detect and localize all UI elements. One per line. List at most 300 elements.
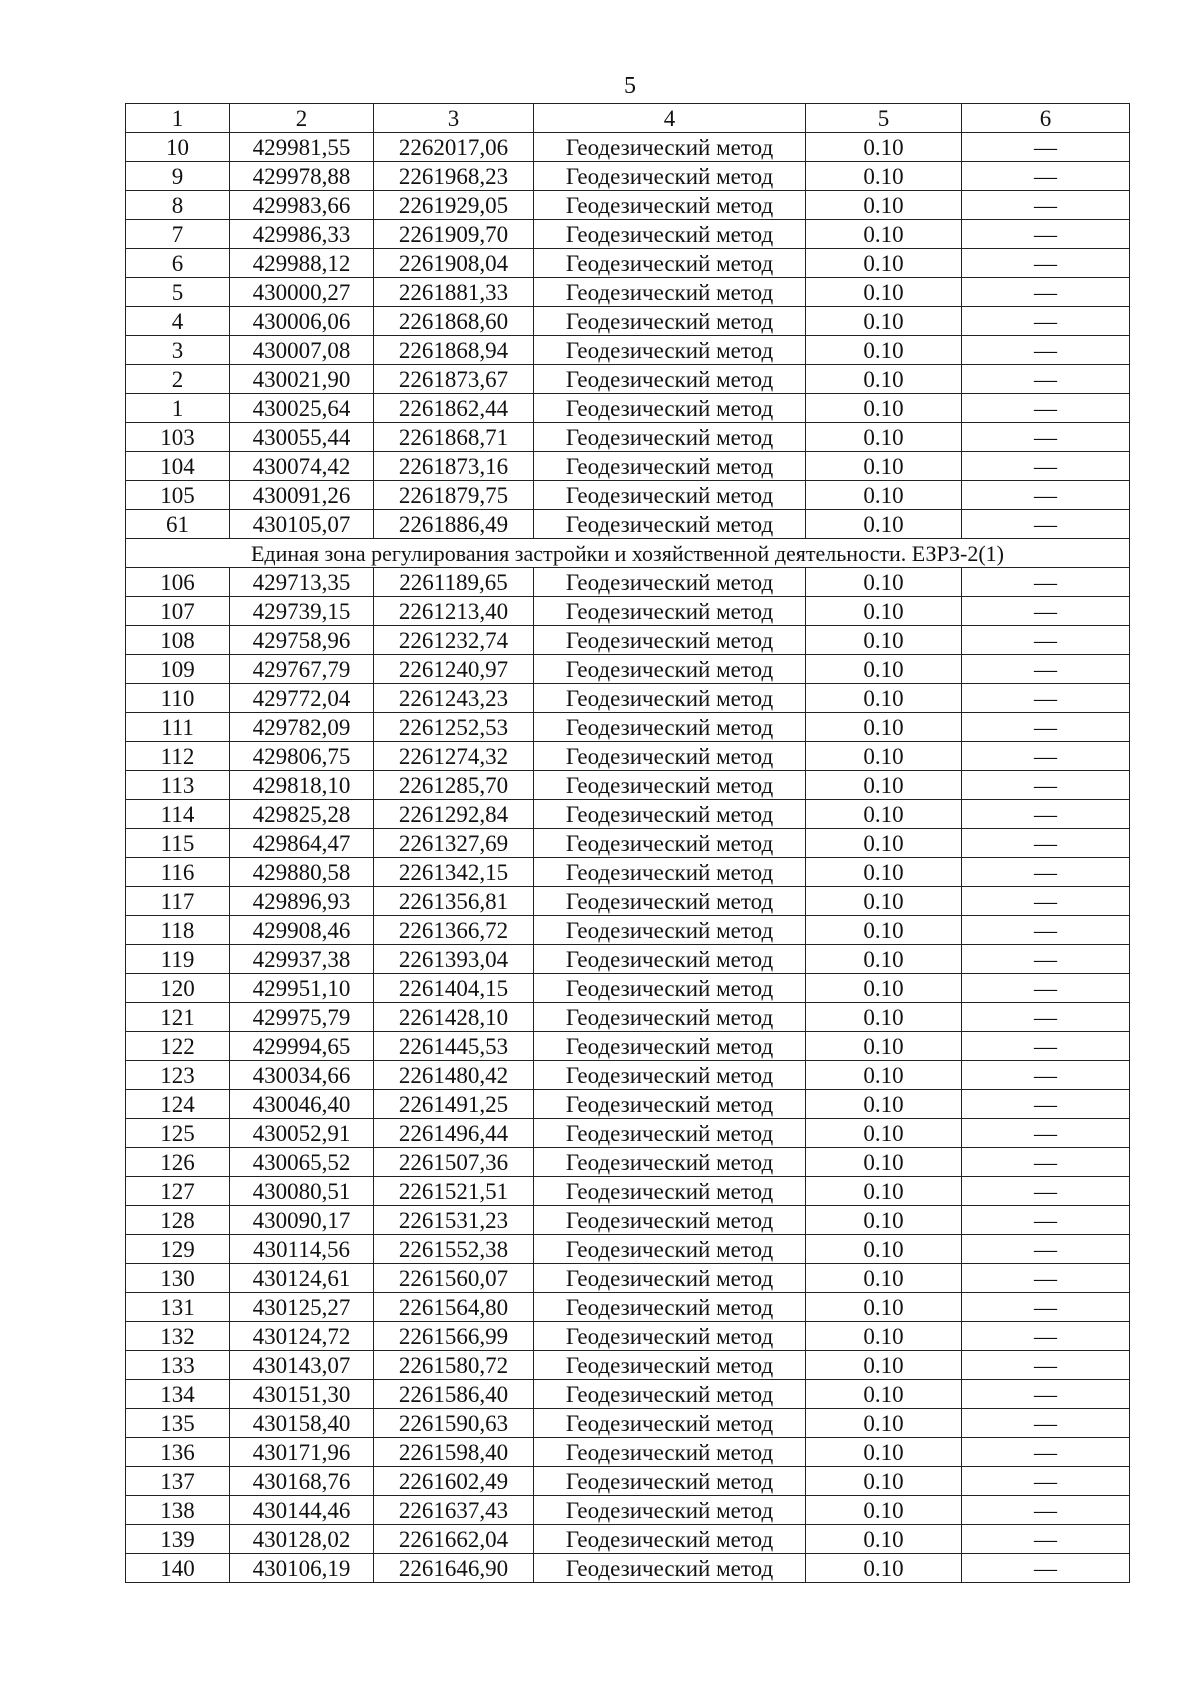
accuracy-cell: 0.10 <box>806 1264 962 1293</box>
table-row <box>126 742 1130 771</box>
y-coordinate-cell: 2261531,23 <box>374 1206 534 1235</box>
table-row <box>126 1322 1130 1351</box>
zone-heading: Единая зона регулирования застройки и хозяйственной деятельности. ЕЗРЗ-2(1) <box>126 539 1130 568</box>
point-number-cell: 115 <box>126 829 230 858</box>
accuracy-cell: 0.10 <box>806 162 962 191</box>
accuracy-cell: 0.10 <box>806 1235 962 1264</box>
method-cell: Геодезический метод <box>534 423 806 452</box>
method-cell: Геодезический метод <box>534 336 806 365</box>
y-coordinate-cell: 2261240,97 <box>374 655 534 684</box>
x-coordinate-cell: 429988,12 <box>230 249 374 278</box>
x-coordinate-cell: 429975,79 <box>230 1003 374 1032</box>
table-row <box>126 162 1130 191</box>
y-coordinate-cell: 2261637,43 <box>374 1496 534 1525</box>
y-coordinate-cell: 2261232,74 <box>374 626 534 655</box>
note-cell: — <box>962 684 1130 713</box>
y-coordinate-cell: 2261602,49 <box>374 1467 534 1496</box>
note-cell: — <box>962 307 1130 336</box>
note-cell: — <box>962 510 1130 539</box>
note-cell: — <box>962 365 1130 394</box>
note-cell: — <box>962 568 1130 597</box>
method-cell: Геодезический метод <box>534 800 806 829</box>
method-cell: Геодезический метод <box>534 1061 806 1090</box>
note-cell: — <box>962 829 1130 858</box>
y-coordinate-cell: 2261356,81 <box>374 887 534 916</box>
note-cell: — <box>962 1003 1130 1032</box>
note-cell: — <box>962 336 1130 365</box>
x-coordinate-cell: 430106,19 <box>230 1554 374 1583</box>
table-body <box>126 104 1130 1583</box>
x-coordinate-cell: 429782,09 <box>230 713 374 742</box>
point-number-cell: 112 <box>126 742 230 771</box>
accuracy-cell: 0.10 <box>806 278 962 307</box>
y-coordinate-cell: 2261586,40 <box>374 1380 534 1409</box>
x-coordinate-cell: 430125,27 <box>230 1293 374 1322</box>
note-cell: — <box>962 626 1130 655</box>
method-cell: Геодезический метод <box>534 771 806 800</box>
accuracy-cell: 0.10 <box>806 452 962 481</box>
method-cell: Геодезический метод <box>534 1148 806 1177</box>
accuracy-cell: 0.10 <box>806 655 962 684</box>
x-coordinate-cell: 430158,40 <box>230 1409 374 1438</box>
table-row <box>126 1090 1130 1119</box>
table-row <box>126 829 1130 858</box>
y-coordinate-cell: 2261428,10 <box>374 1003 534 1032</box>
x-coordinate-cell: 430124,72 <box>230 1322 374 1351</box>
y-coordinate-cell: 2261968,23 <box>374 162 534 191</box>
point-number-cell: 133 <box>126 1351 230 1380</box>
point-number-cell: 111 <box>126 713 230 742</box>
table-row <box>126 1467 1130 1496</box>
y-coordinate-cell: 2261879,75 <box>374 481 534 510</box>
method-cell: Геодезический метод <box>534 1409 806 1438</box>
x-coordinate-cell: 430025,64 <box>230 394 374 423</box>
point-number-cell: 127 <box>126 1177 230 1206</box>
point-number-cell: 103 <box>126 423 230 452</box>
point-number-cell: 108 <box>126 626 230 655</box>
method-cell: Геодезический метод <box>534 365 806 394</box>
y-coordinate-cell: 2261909,70 <box>374 220 534 249</box>
accuracy-cell: 0.10 <box>806 133 962 162</box>
y-coordinate-cell: 2261491,25 <box>374 1090 534 1119</box>
method-cell: Геодезический метод <box>534 220 806 249</box>
y-coordinate-cell: 2261404,15 <box>374 974 534 1003</box>
point-number-cell: 109 <box>126 655 230 684</box>
method-cell: Геодезический метод <box>534 278 806 307</box>
table-row <box>126 307 1130 336</box>
note-cell: — <box>962 1206 1130 1235</box>
point-number-cell: 123 <box>126 1061 230 1090</box>
point-number-cell: 122 <box>126 1032 230 1061</box>
x-coordinate-cell: 430143,07 <box>230 1351 374 1380</box>
x-coordinate-cell: 430055,44 <box>230 423 374 452</box>
table-row <box>126 1293 1130 1322</box>
y-coordinate-cell: 2261590,63 <box>374 1409 534 1438</box>
method-cell: Геодезический метод <box>534 1264 806 1293</box>
table-row <box>126 858 1130 887</box>
y-coordinate-cell: 2261393,04 <box>374 945 534 974</box>
header-cell-2: 2 <box>230 104 374 133</box>
table-row <box>126 945 1130 974</box>
method-cell: Геодезический метод <box>534 1525 806 1554</box>
accuracy-cell: 0.10 <box>806 1496 962 1525</box>
method-cell: Геодезический метод <box>534 1467 806 1496</box>
y-coordinate-cell: 2261564,80 <box>374 1293 534 1322</box>
table-row <box>126 1148 1130 1177</box>
method-cell: Геодезический метод <box>534 162 806 191</box>
x-coordinate-cell: 429772,04 <box>230 684 374 713</box>
y-coordinate-cell: 2261580,72 <box>374 1351 534 1380</box>
point-number-cell: 136 <box>126 1438 230 1467</box>
x-coordinate-cell: 430114,56 <box>230 1235 374 1264</box>
x-coordinate-cell: 429864,47 <box>230 829 374 858</box>
accuracy-cell: 0.10 <box>806 220 962 249</box>
point-number-cell: 9 <box>126 162 230 191</box>
method-cell: Геодезический метод <box>534 1119 806 1148</box>
method-cell: Геодезический метод <box>534 1554 806 1583</box>
accuracy-cell: 0.10 <box>806 684 962 713</box>
method-cell: Геодезический метод <box>534 945 806 974</box>
accuracy-cell: 0.10 <box>806 394 962 423</box>
table-row <box>126 1206 1130 1235</box>
accuracy-cell: 0.10 <box>806 1177 962 1206</box>
note-cell: — <box>962 220 1130 249</box>
accuracy-cell: 0.10 <box>806 249 962 278</box>
method-cell: Геодезический метод <box>534 1032 806 1061</box>
x-coordinate-cell: 429806,75 <box>230 742 374 771</box>
y-coordinate-cell: 2261566,99 <box>374 1322 534 1351</box>
note-cell: — <box>962 1496 1130 1525</box>
y-coordinate-cell: 2261292,84 <box>374 800 534 829</box>
point-number-cell: 61 <box>126 510 230 539</box>
y-coordinate-cell: 2261552,38 <box>374 1235 534 1264</box>
table-row <box>126 916 1130 945</box>
accuracy-cell: 0.10 <box>806 1554 962 1583</box>
y-coordinate-cell: 2261285,70 <box>374 771 534 800</box>
accuracy-cell: 0.10 <box>806 1322 962 1351</box>
method-cell: Геодезический метод <box>534 133 806 162</box>
table-row <box>126 365 1130 394</box>
method-cell: Геодезический метод <box>534 1235 806 1264</box>
method-cell: Геодезический метод <box>534 452 806 481</box>
x-coordinate-cell: 430000,27 <box>230 278 374 307</box>
y-coordinate-cell: 2261274,32 <box>374 742 534 771</box>
table-row <box>126 1003 1130 1032</box>
table-row <box>126 974 1130 1003</box>
accuracy-cell: 0.10 <box>806 1061 962 1090</box>
method-cell: Геодезический метод <box>534 858 806 887</box>
method-cell: Геодезический метод <box>534 1293 806 1322</box>
note-cell: — <box>962 481 1130 510</box>
x-coordinate-cell: 430091,26 <box>230 481 374 510</box>
y-coordinate-cell: 2261862,44 <box>374 394 534 423</box>
header-cell-4: 4 <box>534 104 806 133</box>
table-row <box>126 626 1130 655</box>
accuracy-cell: 0.10 <box>806 974 962 1003</box>
method-cell: Геодезический метод <box>534 1351 806 1380</box>
note-cell: — <box>962 191 1130 220</box>
x-coordinate-cell: 430144,46 <box>230 1496 374 1525</box>
note-cell: — <box>962 1177 1130 1206</box>
accuracy-cell: 0.10 <box>806 1525 962 1554</box>
table-row <box>126 278 1130 307</box>
point-number-cell: 117 <box>126 887 230 916</box>
y-coordinate-cell: 2261480,42 <box>374 1061 534 1090</box>
point-number-cell: 125 <box>126 1119 230 1148</box>
x-coordinate-cell: 430007,08 <box>230 336 374 365</box>
table-row <box>126 481 1130 510</box>
table-row <box>126 1061 1130 1090</box>
x-coordinate-cell: 430105,07 <box>230 510 374 539</box>
x-coordinate-cell: 429758,96 <box>230 626 374 655</box>
accuracy-cell: 0.10 <box>806 800 962 829</box>
method-cell: Геодезический метод <box>534 249 806 278</box>
method-cell: Геодезический метод <box>534 713 806 742</box>
method-cell: Геодезический метод <box>534 684 806 713</box>
point-number-cell: 132 <box>126 1322 230 1351</box>
table-row <box>126 1409 1130 1438</box>
method-cell: Геодезический метод <box>534 307 806 336</box>
accuracy-cell: 0.10 <box>806 1119 962 1148</box>
x-coordinate-cell: 430052,91 <box>230 1119 374 1148</box>
note-cell: — <box>962 452 1130 481</box>
header-row <box>126 104 1130 133</box>
point-number-cell: 124 <box>126 1090 230 1119</box>
point-number-cell: 118 <box>126 916 230 945</box>
method-cell: Геодезический метод <box>534 1380 806 1409</box>
point-number-cell: 131 <box>126 1293 230 1322</box>
x-coordinate-cell: 429951,10 <box>230 974 374 1003</box>
y-coordinate-cell: 2261327,69 <box>374 829 534 858</box>
table-row <box>126 1496 1130 1525</box>
x-coordinate-cell: 430046,40 <box>230 1090 374 1119</box>
x-coordinate-cell: 429767,79 <box>230 655 374 684</box>
method-cell: Геодезический метод <box>534 597 806 626</box>
table-row <box>126 568 1130 597</box>
accuracy-cell: 0.10 <box>806 916 962 945</box>
y-coordinate-cell: 2261662,04 <box>374 1525 534 1554</box>
table-row <box>126 510 1130 539</box>
point-number-cell: 140 <box>126 1554 230 1583</box>
table-row <box>126 713 1130 742</box>
method-cell: Геодезический метод <box>534 1003 806 1032</box>
table-row <box>126 1177 1130 1206</box>
y-coordinate-cell: 2261598,40 <box>374 1438 534 1467</box>
note-cell: — <box>962 597 1130 626</box>
point-number-cell: 126 <box>126 1148 230 1177</box>
y-coordinate-cell: 2261521,51 <box>374 1177 534 1206</box>
note-cell: — <box>962 1235 1130 1264</box>
y-coordinate-cell: 2261213,40 <box>374 597 534 626</box>
x-coordinate-cell: 430021,90 <box>230 365 374 394</box>
table-row <box>126 1264 1130 1293</box>
table-row <box>126 1351 1130 1380</box>
note-cell: — <box>962 1264 1130 1293</box>
table-row <box>126 133 1130 162</box>
note-cell: — <box>962 1119 1130 1148</box>
accuracy-cell: 0.10 <box>806 713 962 742</box>
note-cell: — <box>962 945 1130 974</box>
point-number-cell: 114 <box>126 800 230 829</box>
table-row <box>126 394 1130 423</box>
x-coordinate-cell: 429896,93 <box>230 887 374 916</box>
zone-heading-row <box>126 539 1130 568</box>
point-number-cell: 106 <box>126 568 230 597</box>
accuracy-cell: 0.10 <box>806 1409 962 1438</box>
accuracy-cell: 0.10 <box>806 1438 962 1467</box>
note-cell: — <box>962 1380 1130 1409</box>
y-coordinate-cell: 2261886,49 <box>374 510 534 539</box>
method-cell: Геодезический метод <box>534 1496 806 1525</box>
point-number-cell: 1 <box>126 394 230 423</box>
note-cell: — <box>962 1554 1130 1583</box>
point-number-cell: 138 <box>126 1496 230 1525</box>
point-number-cell: 113 <box>126 771 230 800</box>
method-cell: Геодезический метод <box>534 1322 806 1351</box>
accuracy-cell: 0.10 <box>806 365 962 394</box>
x-coordinate-cell: 429713,35 <box>230 568 374 597</box>
point-number-cell: 5 <box>126 278 230 307</box>
y-coordinate-cell: 2261646,90 <box>374 1554 534 1583</box>
method-cell: Геодезический метод <box>534 916 806 945</box>
method-cell: Геодезический метод <box>534 742 806 771</box>
point-number-cell: 135 <box>126 1409 230 1438</box>
y-coordinate-cell: 2261252,53 <box>374 713 534 742</box>
table-row <box>126 423 1130 452</box>
table-row <box>126 191 1130 220</box>
note-cell: — <box>962 742 1130 771</box>
point-number-cell: 119 <box>126 945 230 974</box>
table-row <box>126 1554 1130 1583</box>
accuracy-cell: 0.10 <box>806 423 962 452</box>
accuracy-cell: 0.10 <box>806 336 962 365</box>
x-coordinate-cell: 429818,10 <box>230 771 374 800</box>
note-cell: — <box>962 1525 1130 1554</box>
point-number-cell: 120 <box>126 974 230 1003</box>
point-number-cell: 129 <box>126 1235 230 1264</box>
x-coordinate-cell: 430171,96 <box>230 1438 374 1467</box>
y-coordinate-cell: 2262017,06 <box>374 133 534 162</box>
x-coordinate-cell: 429994,65 <box>230 1032 374 1061</box>
note-cell: — <box>962 249 1130 278</box>
x-coordinate-cell: 429983,66 <box>230 191 374 220</box>
point-number-cell: 8 <box>126 191 230 220</box>
header-cell-6: 6 <box>962 104 1130 133</box>
x-coordinate-cell: 429880,58 <box>230 858 374 887</box>
note-cell: — <box>962 974 1130 1003</box>
x-coordinate-cell: 429978,88 <box>230 162 374 191</box>
x-coordinate-cell: 430006,06 <box>230 307 374 336</box>
note-cell: — <box>962 771 1130 800</box>
y-coordinate-cell: 2261908,04 <box>374 249 534 278</box>
accuracy-cell: 0.10 <box>806 1032 962 1061</box>
point-number-cell: 7 <box>126 220 230 249</box>
note-cell: — <box>962 1438 1130 1467</box>
table-row <box>126 800 1130 829</box>
x-coordinate-cell: 430080,51 <box>230 1177 374 1206</box>
note-cell: — <box>962 1322 1130 1351</box>
method-cell: Геодезический метод <box>534 887 806 916</box>
y-coordinate-cell: 2261366,72 <box>374 916 534 945</box>
note-cell: — <box>962 1148 1130 1177</box>
y-coordinate-cell: 2261881,33 <box>374 278 534 307</box>
method-cell: Геодезический метод <box>534 1206 806 1235</box>
note-cell: — <box>962 858 1130 887</box>
table-row <box>126 1525 1130 1554</box>
note-cell: — <box>962 133 1130 162</box>
accuracy-cell: 0.10 <box>806 771 962 800</box>
y-coordinate-cell: 2261507,36 <box>374 1148 534 1177</box>
table-row <box>126 220 1130 249</box>
table-row <box>126 1235 1130 1264</box>
table-row <box>126 249 1130 278</box>
point-number-cell: 130 <box>126 1264 230 1293</box>
y-coordinate-cell: 2261560,07 <box>374 1264 534 1293</box>
note-cell: — <box>962 887 1130 916</box>
accuracy-cell: 0.10 <box>806 858 962 887</box>
table-row <box>126 1032 1130 1061</box>
x-coordinate-cell: 429739,15 <box>230 597 374 626</box>
point-number-cell: 139 <box>126 1525 230 1554</box>
x-coordinate-cell: 430151,30 <box>230 1380 374 1409</box>
method-cell: Геодезический метод <box>534 191 806 220</box>
accuracy-cell: 0.10 <box>806 829 962 858</box>
accuracy-cell: 0.10 <box>806 1148 962 1177</box>
x-coordinate-cell: 430034,66 <box>230 1061 374 1090</box>
point-number-cell: 104 <box>126 452 230 481</box>
point-number-cell: 134 <box>126 1380 230 1409</box>
x-coordinate-cell: 429981,55 <box>230 133 374 162</box>
table-row <box>126 336 1130 365</box>
x-coordinate-cell: 430065,52 <box>230 1148 374 1177</box>
y-coordinate-cell: 2261929,05 <box>374 191 534 220</box>
note-cell: — <box>962 278 1130 307</box>
header-cell-5: 5 <box>806 104 962 133</box>
x-coordinate-cell: 429908,46 <box>230 916 374 945</box>
method-cell: Геодезический метод <box>534 829 806 858</box>
x-coordinate-cell: 430074,42 <box>230 452 374 481</box>
note-cell: — <box>962 1351 1130 1380</box>
method-cell: Геодезический метод <box>534 568 806 597</box>
x-coordinate-cell: 429937,38 <box>230 945 374 974</box>
method-cell: Геодезический метод <box>534 1090 806 1119</box>
note-cell: — <box>962 916 1130 945</box>
table-row <box>126 655 1130 684</box>
y-coordinate-cell: 2261873,67 <box>374 365 534 394</box>
x-coordinate-cell: 429986,33 <box>230 220 374 249</box>
accuracy-cell: 0.10 <box>806 887 962 916</box>
note-cell: — <box>962 1061 1130 1090</box>
table-row <box>126 887 1130 916</box>
note-cell: — <box>962 1293 1130 1322</box>
x-coordinate-cell: 430090,17 <box>230 1206 374 1235</box>
method-cell: Геодезический метод <box>534 1177 806 1206</box>
x-coordinate-cell: 430168,76 <box>230 1467 374 1496</box>
note-cell: — <box>962 1090 1130 1119</box>
point-number-cell: 2 <box>126 365 230 394</box>
note-cell: — <box>962 423 1130 452</box>
coordinates-table <box>125 103 1130 1583</box>
point-number-cell: 6 <box>126 249 230 278</box>
accuracy-cell: 0.10 <box>806 568 962 597</box>
note-cell: — <box>962 394 1130 423</box>
table-row <box>126 597 1130 626</box>
accuracy-cell: 0.10 <box>806 191 962 220</box>
note-cell: — <box>962 1032 1130 1061</box>
page-number: 5 <box>624 73 636 99</box>
y-coordinate-cell: 2261342,15 <box>374 858 534 887</box>
method-cell: Геодезический метод <box>534 510 806 539</box>
